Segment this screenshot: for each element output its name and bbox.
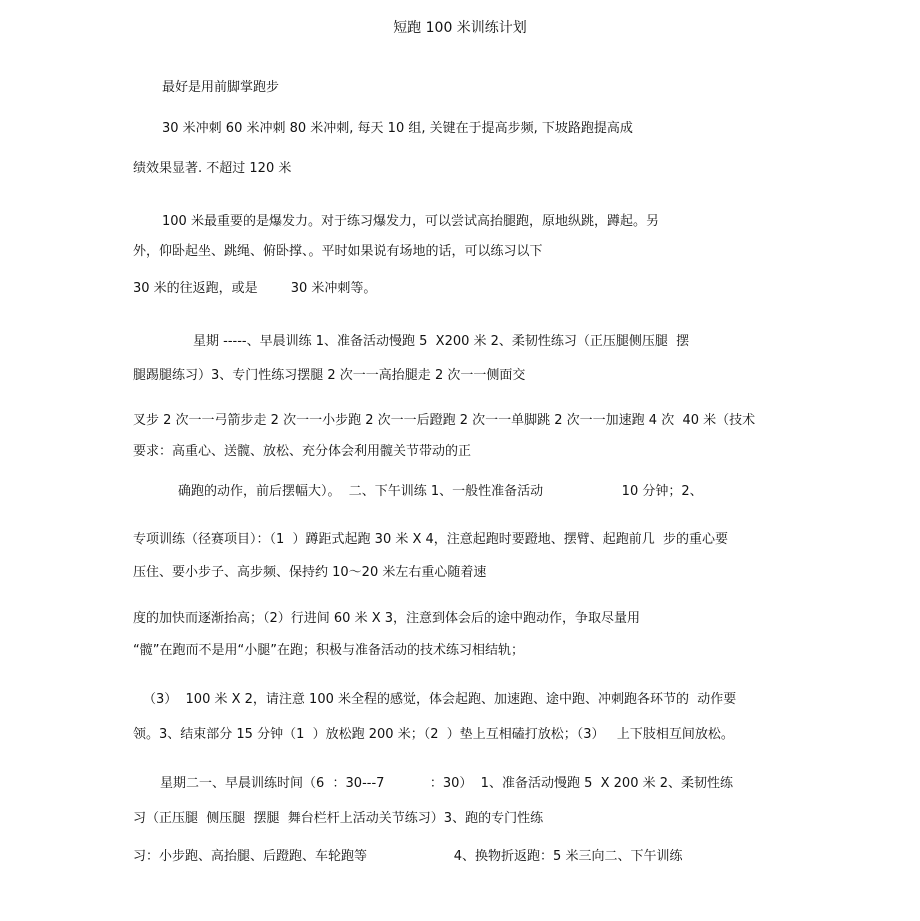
text-line: 叉步 2 次一一弓箭步走 2 次一一小步跑 2 次一一后蹬跑 2 次一一单脚跳 2 次一一加速跑 4 次 40 米（技术 [133, 413, 756, 428]
text-line: 100 米最重要的是爆发力。对于练习爆发力，可以尝试高抬腿跑，原地纵跳，蹲起。另 [162, 214, 659, 229]
text-line: 习：小步跑、高抬腿、后蹬跑、车轮跑等 4、换物折返跑：5 米三向二、下午训练 [133, 849, 683, 864]
text-line: 最好是用前脚掌跑步 [162, 80, 280, 95]
text-line: 压住、要小步子、高步频、保持约 10～20 米左右重心随着速 [133, 565, 487, 580]
text-line: 30 米的往返跑，或是 30 米冲刺等。 [133, 281, 377, 296]
text-line: 领。3、结束部分 15 分钟（1 ）放松跑 200 米；（2 ）垫上互相磕打放松；（3） 上下肢相互间放松。 [133, 727, 734, 742]
text-line: 腿踢腿练习）3、专门性练习摆腿 2 次一一高抬腿走 2 次一一侧面交 [133, 368, 526, 383]
text-line: 度的加快而逐渐抬高；（2）行进间 60 米 X 3，注意到体会后的途中跑动作，争取尽量用 [133, 611, 641, 626]
text-line: 30 米冲刺 60 米冲刺 80 米冲刺, 每天 10 组, 关键在于提高步频, 下坡路跑提高成 [162, 121, 633, 136]
text-line: 星期 -----、早晨训练 1、准备活动慢跑 5 X200 米 2、柔韧性练习（正压腿侧压腿 摆 [193, 334, 690, 349]
text-line: 确跑的动作，前后摆幅大）。 二、下午训练 1、一般性准备活动 10 分钟；2、 [178, 484, 703, 499]
document-title: 短跑 100 米训练计划 [393, 20, 527, 36]
text-line: 专项训练（径赛项目）：（1 ）蹲距式起跑 30 米 X 4，注意起跑时要蹬地、摆臂、起跑前几 步的重心要 [133, 532, 729, 547]
text-line: 星期二一、早晨训练时间（6 ：30---7 ：30） 1、准备活动慢跑 5 X 200 米 2、柔韧性练 [160, 776, 734, 791]
text-line: 外，仰卧起坐、跳绳、俯卧撑、。平时如果说有场地的话，可以练习以下 [133, 244, 543, 259]
text-line: “髋”在跑而不是用“小腿”在跑；积极与准备活动的技术练习相结轨； [133, 643, 524, 658]
text-line: 要求：高重心、送髋、放松、充分体会利用髋关节带动的正 [133, 444, 472, 459]
text-line: 绩效果显著. 不超过 120 米 [133, 161, 292, 176]
text-line: 习（正压腿 侧压腿 摆腿 舞台栏杆上活动关节练习）3、跑的专门性练 [133, 811, 544, 826]
text-line: （3） 100 米 X 2，请注意 100 米全程的感觉，体会起跑、加速跑、途中跑、冲刺跑各环节的 动作要 [143, 692, 737, 707]
